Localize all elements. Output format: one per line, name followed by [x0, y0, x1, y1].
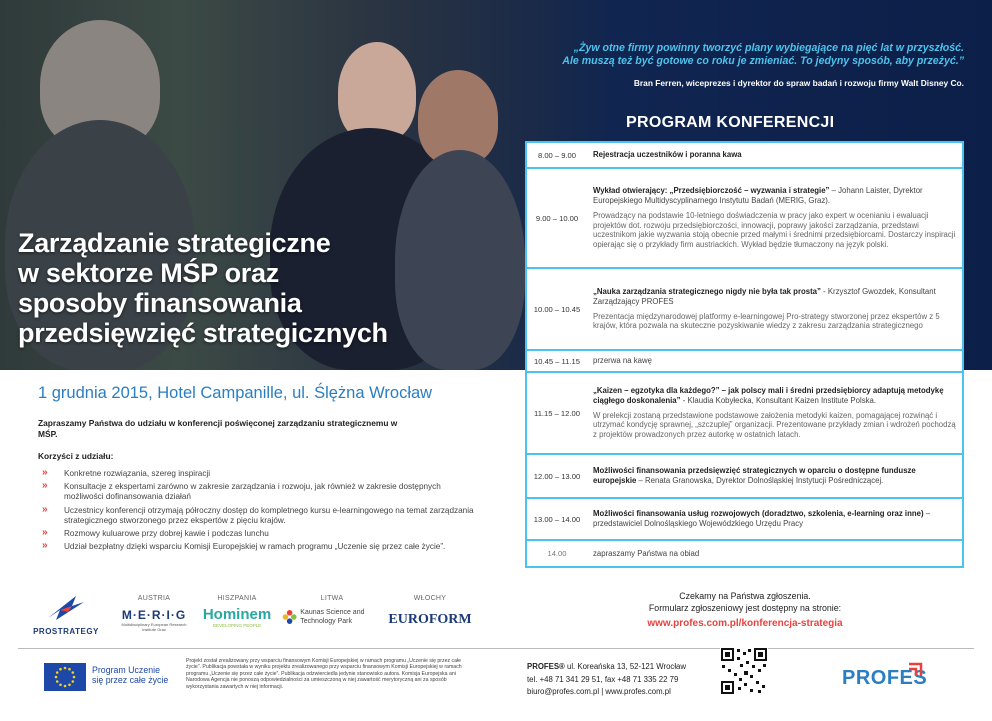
program-speaker: – przedstawiciel Dolnośląskiego Wojewódzkiego Urzędu Pracy: [593, 509, 931, 528]
benefit-item: [38, 482, 478, 502]
program-row: [527, 169, 962, 269]
program-time: 11.15 – 12.00: [534, 408, 580, 418]
program-title: Rejestracja uczestników i poranna kawa: [593, 150, 742, 160]
country-label: WŁOCHY: [413, 595, 447, 602]
program-time: 10.00 – 10.45: [533, 304, 581, 314]
profes-logo: [842, 667, 927, 690]
program-time: 14.00: [547, 549, 567, 558]
benefit-text: Konsultacje z ekspertami zarówno w zakresie zarządzania i rozwoju, jak również w zakresie dostępnych możliwości dofinansowania działań: [64, 482, 441, 502]
program-description: Prezentacja międzynarodowej platformy e-learningowej Pro-strategy stworzonej przez ekspertów z 5 krajów, która pozwala na skuteczne pozyskiwanie wiedzy z zakresu zarządzania strategicznego: [593, 311, 940, 331]
cta-line: Czekamy na Państwa zgłoszenia.: [679, 591, 811, 601]
program-title: Możliwości finansowania usług rozwojowych (doradztwo, szkolenia, e-learning oraz inne): [593, 509, 924, 519]
program-time: 8.00 – 9.00: [537, 150, 576, 160]
phone-fax: tel. +48 71 341 29 51, fax +48 71 335 22 79: [527, 674, 679, 684]
conference-title: [18, 228, 458, 348]
contact-address: [527, 661, 686, 699]
benefits-list: [38, 469, 478, 555]
program-lunch: zapraszamy Państwa na obiad: [593, 548, 700, 558]
quote-line: Ale muszą też być gotowe co roku je zmieniać. To jedyny sposób, aby przeżyć.”: [562, 55, 964, 67]
program-content: [593, 541, 956, 566]
program-content: [593, 499, 956, 539]
bullet-arrow-icon: »: [42, 503, 48, 515]
footer-divider: [18, 648, 974, 649]
kaunas-flower-icon: [282, 606, 297, 628]
quote-author: Bran Ferren, wiceprezes i dyrektor do spraw badań i rozwoju firmy Walt Disney Co.: [633, 78, 964, 88]
euroform-logo: EUROFORM: [388, 612, 472, 627]
title-line: przedsięwzięć strategicznych: [18, 318, 388, 348]
prostrategy-arrow-icon: [46, 592, 86, 622]
program-speaker: – Renata Granowska, Dyrektor Dolnośląskiej Instytucji Pośredniczącej.: [636, 476, 884, 485]
program-content: [593, 455, 956, 497]
program-row: [527, 351, 962, 373]
program-speaker: – Johann Laister, Dyrektor Europejskiego Multidyscyplinarnego Instytutu Badań (MERIG, Graz).: [593, 186, 923, 205]
merig-subtitle: Multidisciplinary European Research Institute Graz: [121, 622, 187, 632]
qr-code-icon[interactable]: [720, 647, 768, 695]
program-content: [593, 169, 956, 267]
quote-line: „Żyw otne firmy powinny tworzyć plany wybiegające na pięć lat w przyszłość.: [573, 42, 964, 54]
bullet-arrow-icon: »: [42, 527, 48, 539]
kaunas-logo: [282, 606, 382, 628]
partner-lithuania: [282, 595, 382, 628]
benefit-text: Konkretne rozwiązania, szereg inspiracji: [64, 469, 211, 478]
program-time: 13.00 – 14.00: [533, 514, 581, 524]
eu-program-name: Program Uczenie się przez całe życie: [92, 665, 169, 685]
registration-call-to-action: [600, 590, 890, 630]
program-break: przerwa na kawę: [593, 356, 652, 366]
program-row: [527, 499, 962, 541]
program-title: „Kaizen – egzotyka dla każdego?” – jak polscy mali i średni przedsiębiorcy adaptują metodykę ciągłego doskonalenia”: [593, 386, 944, 405]
qr-pattern: [720, 647, 768, 695]
hominem-subtitle: DEVELOPING PEOPLE: [212, 623, 262, 628]
bullet-arrow-icon: »: [42, 540, 48, 552]
title-line: Zarządzanie strategiczne: [18, 228, 331, 258]
title-line: w sektorze MŚP oraz: [18, 258, 279, 288]
program-row: [527, 269, 962, 351]
hominem-logo: Hominem: [202, 606, 272, 623]
program-time: 10.45 – 11.15: [534, 356, 580, 366]
profes-wordmark: PROFES: [842, 667, 928, 689]
kaunas-name: Kaunas Science and Technology Park: [300, 609, 365, 625]
benefits-heading: Korzyści z udziału:: [38, 451, 114, 461]
quote: [544, 42, 964, 68]
benefit-text: Rozmowy kuluarowe przy dobrej kawie i podczas lunchu: [64, 529, 269, 539]
program-row: [527, 143, 962, 169]
benefit-item: [38, 542, 478, 552]
eu-stars-icon: [44, 663, 86, 691]
program-time: 12.00 – 13.00: [533, 471, 581, 481]
invitation-text: Zapraszamy Państwa do udziału w konferencji poświęconej zarządzaniu strategicznemu w MŚP.: [38, 418, 398, 439]
program-title: Możliwości finansowania przedsięwzięć strategicznych w oparciu o dostępne fundusze europejskie: [593, 466, 916, 485]
bullet-arrow-icon: »: [42, 480, 48, 492]
country-label: HISZPANIA: [217, 595, 257, 602]
benefit-item: [38, 503, 478, 526]
program-table: [525, 141, 964, 568]
program-content: [593, 373, 956, 453]
prostrategy-logo: [26, 592, 106, 636]
program-heading: PROGRAM KONFERENCJI: [626, 114, 835, 131]
benefit-item: [38, 529, 478, 539]
company-name: PROFES®: [527, 662, 565, 671]
program-row: [527, 373, 962, 455]
benefit-item: [38, 469, 478, 479]
registration-link[interactable]: www.profes.com.pl/konferencja-strategia: [647, 618, 843, 629]
title-line: sposoby finansowania: [18, 288, 302, 318]
program-content: [593, 269, 956, 349]
program-row: [527, 541, 962, 566]
program-speaker: - Klaudia Kobyłecka, Konsultant Kaizen Institute Polska.: [680, 395, 876, 405]
bullet-arrow-icon: »: [42, 467, 48, 478]
country-label: AUSTRIA: [137, 595, 171, 602]
funding-disclaimer: Projekt został zrealizowany przy wsparciu finansowym Komisji Europejskiej w ramach programu „Uczenie się przez całe życie”. Publikacja powstała w wyniku projektu zrealizowanego przy wsparciu finansowym Komisji Europejskiej w ramach programu „Uczenie się przez całe życie”. Publikacja odzwierciedla jedynie stanowisko autora. Komisja Europejska ani Narodowa Agencja nie ponoszą odpowiedzialności za umieszczoną w niej zawartość merytoryczną ani za sposób wykorzystania zawartych w niej informacji.: [186, 658, 462, 690]
partner-austria: [116, 595, 192, 632]
program-speaker: - Krzysztof Gwozdek, Konsultant Zarządzający PROFES: [593, 286, 936, 306]
benefit-text: Udział bezpłatny dzięki wsparciu Komisji Europejskiej w ramach programu „Uczenie się przez całe życie”.: [64, 542, 446, 552]
email-website[interactable]: biuro@profes.com.pl | www.profes.com.pl: [527, 687, 671, 696]
program-description: Prowadzący na podstawie 10-letniego doświadczenia w pracy jako expert w ocenianiu i ewaluacji projektów dot. rozwoju przedsiębiorczości, innowacji, poprawy jakości zarządzania, przedstawi uczestnikom jakie wyzwania stoją obecnie przed małymi i średnimi przedsiębiorcami. Dostarczy inspiracji opierając się o przykłady firm austriackich. Wykład będzie tłumaczony na język polski.: [593, 210, 956, 250]
person-center-head: [338, 42, 416, 142]
event-date-location: 1 grudnia 2015, Hotel Campanille, ul. Ślężna Wrocław: [38, 384, 433, 402]
partner-italy: [388, 595, 472, 628]
prostrategy-name: PROSTRATEGY: [33, 627, 99, 636]
benefit-text: Uczestnicy konferencji otrzymają półroczny dostęp do kompletnego kursu e-learningowego na temat zarządzania strategicznego stworzonego przez ekspertów z pięciu krajów.: [64, 505, 474, 525]
program-description: W prelekcji zostaną przedstawione podstawowe założenia metodyki kaizen, pomagającej rozwinąć i utrzymać kondycję sprawnej, „szczuplej” organizacji. Prezentowane przykłady zmian i wdrożeń pochodzą z projektów prowadzonych przez autorkę w ostatnich latach.: [593, 410, 956, 440]
profes-arrow-icon: [906, 661, 924, 679]
program-row: [527, 455, 962, 499]
program-title: „Nauka zarządzania strategicznego nigdy nie była tak prosta”: [593, 286, 821, 296]
street-address: ul. Koreańska 13, 52-121 Wrocław: [564, 662, 687, 671]
program-content: [593, 143, 956, 167]
country-label: LITWA: [320, 595, 344, 602]
program-time: 9.00 – 10.00: [535, 213, 579, 223]
partner-spain: [198, 595, 276, 628]
eu-flag-icon: [44, 663, 86, 691]
program-title: Wykład otwierający: „Przedsiębiorczość – wyzwania i strategie”: [593, 186, 830, 196]
program-content: [593, 351, 956, 371]
cta-line: Formularz zgłoszeniowy jest dostępny na stronie:: [648, 603, 842, 613]
merig-logo: M·E·R·I·G: [121, 608, 187, 622]
